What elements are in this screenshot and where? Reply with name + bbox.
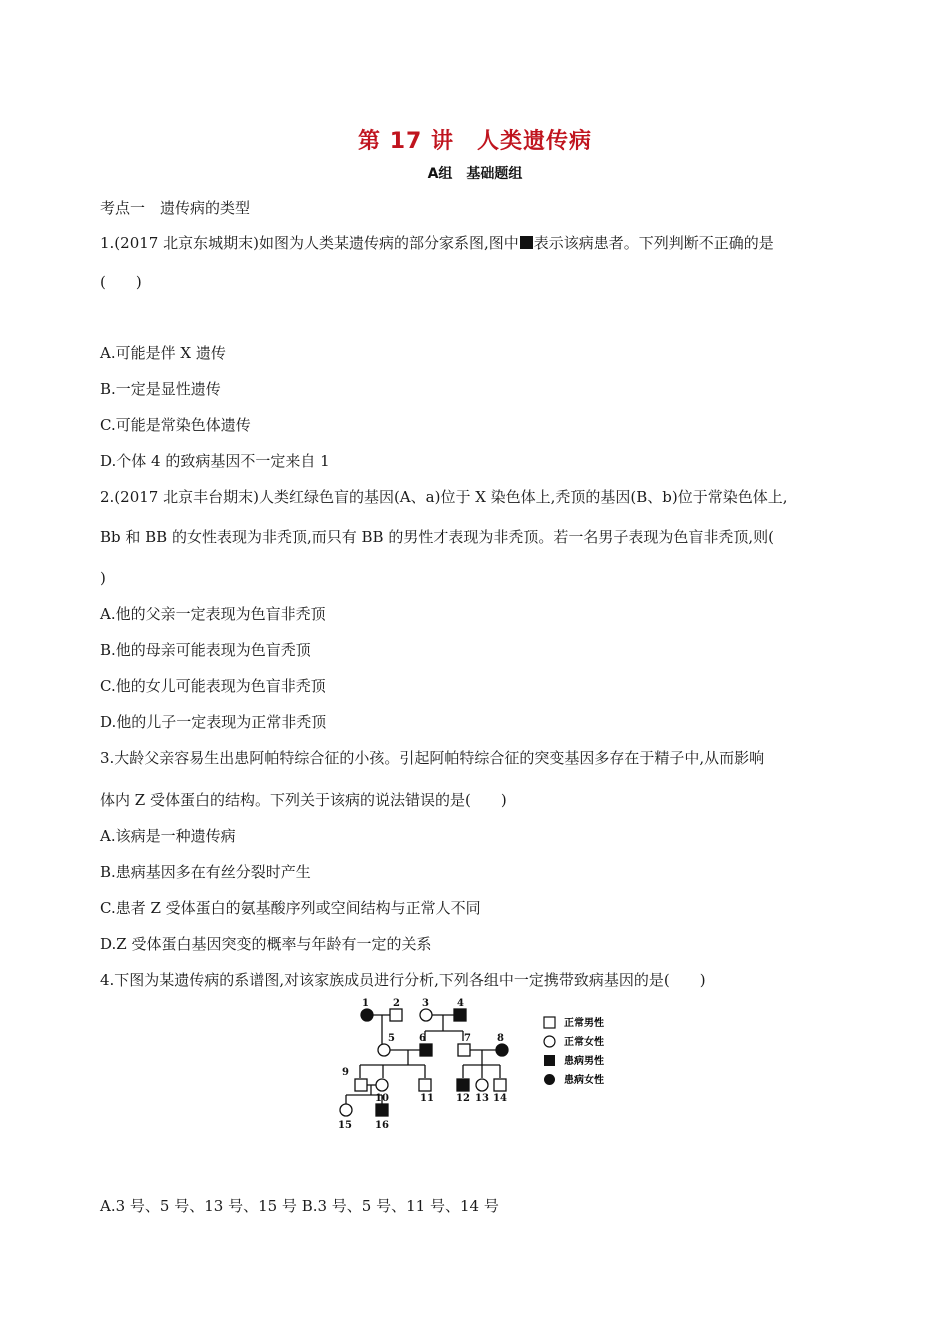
normal-female-3	[420, 1009, 432, 1021]
q3-option-d: D.Z 受体蛋白基因突变的概率与年龄有一定的关系	[100, 935, 432, 953]
q2-line2: Bb 和 BB 的女性表现为非秃顶,而只有 BB 的男性才表现为非秃顶。若一名男子表现为色盲非秃顶,则(	[100, 528, 774, 546]
legend-affected-female: 患病女性	[564, 1075, 604, 1086]
normal-male-9	[355, 1079, 367, 1091]
label-5: 5	[388, 1033, 395, 1044]
legend-normal-female: 正常女性	[564, 1037, 604, 1048]
label-2: 2	[393, 998, 400, 1009]
label-9: 9	[342, 1067, 349, 1078]
q3-line1: 3.大龄父亲容易生出患阿帕特综合征的小孩。引起阿帕特综合征的突变基因多存在于精子中,从而影响	[100, 749, 765, 767]
label-14: 14	[493, 1093, 507, 1104]
q2-line1: 2.(2017 北京丰台期末)人类红绿色盲的基因(A、a)位于 X 染色体上,秃顶的基因(B、b)位于常染色体上,	[100, 488, 788, 506]
label-10: 10	[375, 1093, 389, 1104]
q1-stem-after: 表示该病患者。下列判断不正确的是	[533, 234, 774, 252]
label-7: 7	[464, 1033, 471, 1044]
q4-stem: 4.下图为某遗传病的系谱图,对该家族成员进行分析,下列各组中一定携带致病基因的是( )	[100, 971, 706, 989]
affected-female-1	[361, 1009, 373, 1021]
group-subtitle: A组 基础题组	[427, 166, 523, 182]
label-6: 6	[419, 1033, 426, 1044]
normal-male-11	[419, 1079, 431, 1091]
affected-male-4	[454, 1009, 466, 1021]
normal-female-15	[340, 1104, 352, 1116]
q2-option-d: D.他的儿子一定表现为正常非秃顶	[100, 713, 327, 731]
normal-female-10	[376, 1079, 388, 1091]
q1-option-d: D.个体 4 的致病基因不一定来自 1	[100, 452, 330, 470]
q3-option-c: C.患者 Z 受体蛋白的氨基酸序列或空间结构与正常人不同	[100, 899, 481, 917]
legend-affected-male: 患病男性	[564, 1056, 604, 1067]
normal-female-5	[378, 1044, 390, 1056]
q1-stem-before: 1.(2017 北京东城期末)如图为人类某遗传病的部分家系图,图中	[100, 234, 519, 252]
normal-male-7	[458, 1044, 470, 1056]
label-3: 3	[422, 998, 429, 1009]
q2-line3: )	[100, 569, 106, 587]
legend-normal-male-icon	[544, 1017, 555, 1028]
label-11: 11	[420, 1093, 434, 1104]
q1-paren: ( )	[100, 273, 142, 291]
affected-male-6	[420, 1044, 432, 1056]
affected-square-icon	[520, 236, 533, 249]
q1-option-c: C.可能是常染色体遗传	[100, 416, 251, 434]
q3-option-b: B.患病基因多在有丝分裂时产生	[100, 863, 311, 881]
affected-female-8	[496, 1044, 508, 1056]
normal-female-13	[476, 1079, 488, 1091]
affected-male-12	[457, 1079, 469, 1091]
pedigree-chart	[330, 995, 620, 1135]
label-15: 15	[338, 1120, 352, 1131]
label-8: 8	[497, 1033, 504, 1044]
q1-option-a: A.可能是伴 X 遗传	[100, 344, 226, 362]
legend-normal-female-icon	[544, 1036, 555, 1047]
label-1: 1	[362, 998, 369, 1009]
legend-affected-male-icon	[544, 1055, 555, 1066]
q2-option-c: C.他的女儿可能表现为色盲非秃顶	[100, 677, 326, 695]
q3-option-a: A.该病是一种遗传病	[100, 827, 236, 845]
label-16: 16	[375, 1120, 389, 1131]
q1-stem	[100, 233, 774, 253]
q2-option-b: B.他的母亲可能表现为色盲秃顶	[100, 641, 311, 659]
pedigree-legend	[544, 1016, 604, 1086]
normal-male-14	[494, 1079, 506, 1091]
label-4: 4	[457, 998, 464, 1009]
q2-option-a: A.他的父亲一定表现为色盲非秃顶	[100, 605, 326, 623]
label-12: 12	[456, 1093, 470, 1104]
legend-normal-male: 正常男性	[564, 1018, 604, 1029]
label-13: 13	[475, 1093, 489, 1104]
lesson-title: 第 17 讲 人类遗传病	[358, 129, 592, 154]
affected-male-16	[376, 1104, 388, 1116]
section-heading: 考点一 遗传病的类型	[100, 199, 251, 217]
q4-options: A.3 号、5 号、13 号、15 号 B.3 号、5 号、11 号、14 号	[100, 1197, 499, 1215]
normal-male-2	[390, 1009, 402, 1021]
q3-line2: 体内 Z 受体蛋白的结构。下列关于该病的说法错误的是( )	[100, 791, 507, 809]
q1-option-b: B.一定是显性遗传	[100, 380, 221, 398]
legend-affected-female-icon	[544, 1074, 555, 1085]
